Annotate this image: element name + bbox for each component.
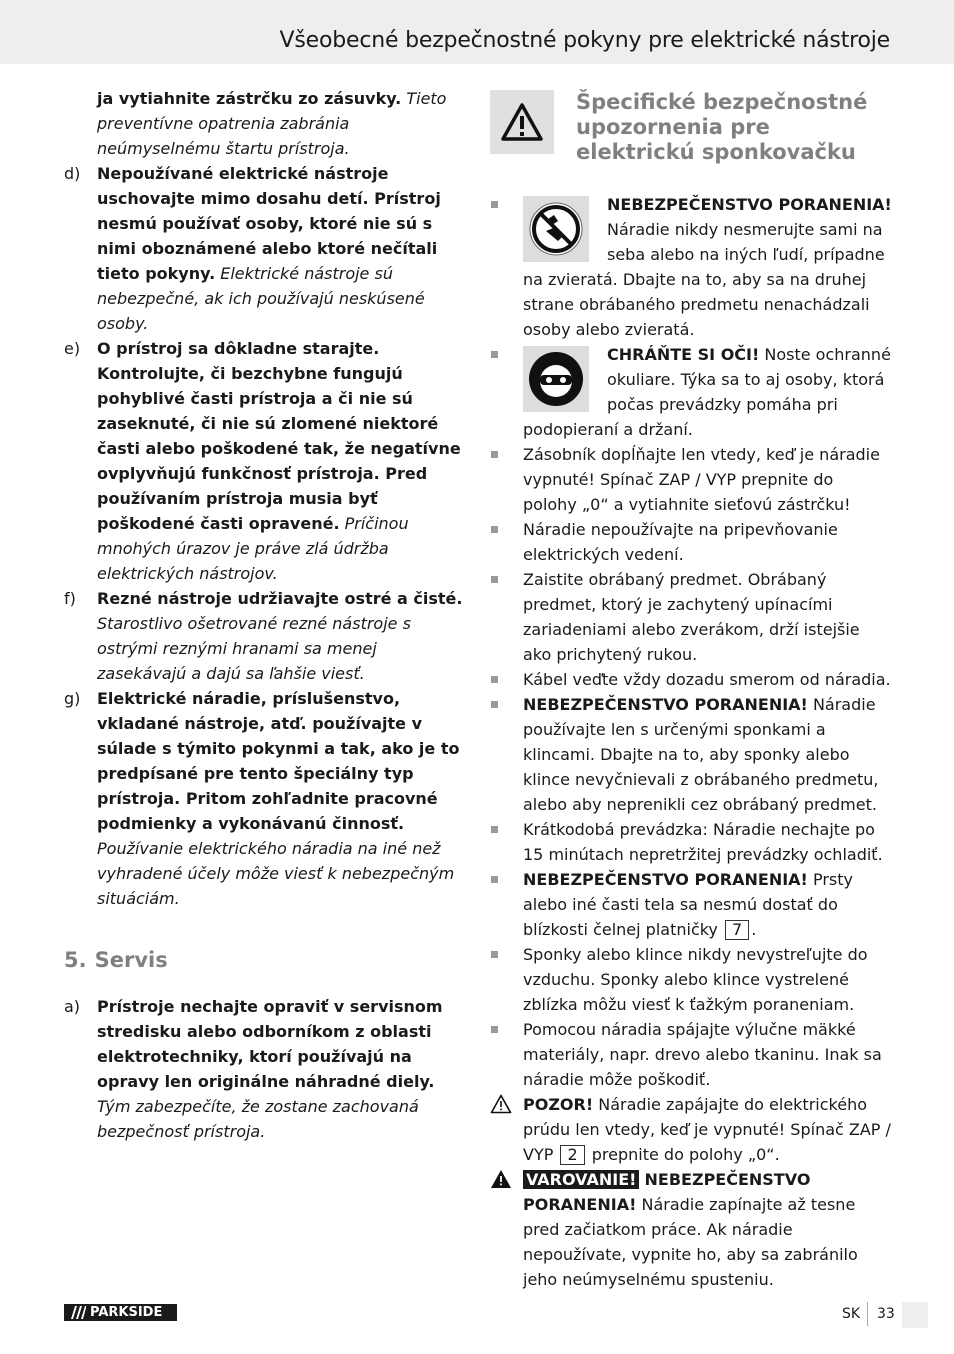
bullet-text: Prsty alebo iné časti tela sa nesmú dostať do blízkosti čelnej platničky: [523, 870, 853, 939]
list-item-e: [64, 336, 464, 586]
caution-paragraph: [490, 1092, 892, 1167]
item-italic: Používanie elektrického náradia na iné než vyhradené účely môže viesť k nebezpečným situáciám.: [97, 839, 455, 908]
bullet-magazine: [490, 442, 892, 517]
item-italic: Starostlivo ošetrované rezné nástroje s ostrými reznými hranami sa menej zasekávajú a dajú sa ľahšie viesť.: [97, 614, 411, 683]
item-bold: Rezné nástroje udržiavajte ostré a čisté.: [97, 589, 463, 608]
bullet-square: [491, 526, 498, 533]
no-pointing-at-people-icon: [523, 196, 589, 262]
left-column: [64, 86, 464, 1144]
bullet-text: Noste ochranné okuliare. Týka sa to aj osoby, ktorá počas prevádzky pomáha pri podopieraní a držaní.: [523, 345, 891, 439]
bullet-staples: [490, 692, 892, 817]
bullet-text: Náradie nepoužívajte na pripevňovanie elektrických vedení.: [523, 520, 838, 564]
item-letter: g): [64, 689, 81, 708]
item-bold: Prístroje nechajte opraviť v servisnom stredisku alebo odborníkom z oblasti elektrotechniky, ktorí používajú na opravy len originálne náhradné diely.: [97, 997, 443, 1091]
eye-protection-icon: [523, 346, 589, 412]
bullet-bold: NEBEZPEČENSTVO PORANENIA!: [523, 695, 808, 714]
bullet-soft-materials: [490, 1017, 892, 1092]
caution-tail: prepnite do polohy „0“.: [591, 1145, 780, 1164]
footer-decor-box: [902, 1302, 928, 1328]
bullet-cable-routing: [490, 667, 892, 692]
item-letter: f): [64, 589, 76, 608]
section-title: Servis: [94, 948, 168, 972]
bullet-text: Zásobník dopĺňajte len vtedy, keď je náradie vypnuté! Spínač ZAP / VYP prepnite do polohy „0“ a vytiahnite sieťovú zástrčku!: [523, 445, 880, 514]
warning-filled-triangle-icon: [490, 1169, 512, 1196]
item-bold: Nepoužívané elektrické nástroje uschovajte mimo dosahu detí. Prístroj nesmú používať osoby, ktoré nie sú s nimi oboznámené alebo ktoré nečítali tieto pokyny.: [97, 164, 441, 283]
intro-bold: ja vytiahnite zástrčku zo zásuvky.: [97, 89, 402, 108]
bullet-square: [491, 676, 498, 683]
part-reference-7: 7: [725, 920, 749, 940]
warning-title: Špecifické bezpečnostné upozornenia pre elektrickú sponkovačku: [576, 90, 868, 164]
page-number: 33: [877, 1306, 895, 1322]
item-bold: Elektrické náradie, príslušenstvo, vkladané nástroje, atď. používajte v súlade s týmito pokynmi a tak, ako je to predpísané pre tento špeciálny typ prístroja. Pritom zohľadnite pracovné podmienky a vykonávanú činnosť.: [97, 689, 460, 833]
caution-outline-triangle-icon: [490, 1094, 512, 1121]
bullet-text: Náradie nikdy nesmerujte sami na seba alebo na iných ľudí, prípadne na zvieratá. Dbajte na to, aby sa na druhej strane obrábaného predmetu nenachádzali osoby alebo zvieratá.: [523, 220, 885, 339]
warning-paragraph: [490, 1167, 892, 1292]
item-bold: O prístroj sa dôkladne starajte. Kontrolujte, či bezchybne fungujú pohyblivé časti prístroja a či nie sú zaseknuté, či nie sú zlomené niektoré časti alebo poškodené tak, že negatívne ovplyvňujú funkčnosť prístroja. Pred používaním prístroja musia byť poškodené časti opravené.: [97, 339, 461, 533]
item-italic: Tým zabezpečíte, že zostane zachovaná bezpečnosť prístroja.: [97, 1097, 419, 1141]
logo-stripes-icon: [68, 1306, 86, 1319]
bullet-square: [491, 701, 498, 708]
bullet-square: [491, 451, 498, 458]
bullet-square: [491, 951, 498, 958]
page-header-title: Všeobecné bezpečnostné pokyny pre elektrické nástroje: [279, 28, 890, 53]
warning-heading: [490, 90, 892, 165]
warning-text: Náradie zapínajte až tesne pred začiatkom práce. Ak náradie nepoužívate, vypnite ho, aby sa zabránilo jeho neúmyselnému spusteniu.: [523, 1195, 858, 1289]
section-number: 5.: [64, 948, 87, 972]
bullet-square: [491, 1026, 498, 1033]
list-item-d: [64, 161, 464, 336]
bullet-injury-direction: [490, 192, 892, 342]
intro-italic: Tieto preventívne opatrenia zabránia neúmyselnému štartu prístroja.: [97, 89, 447, 158]
section-heading-servis: [64, 948, 464, 973]
intro-paragraph: [64, 86, 464, 161]
caution-bold: POZOR!: [523, 1095, 594, 1114]
item-italic: Elektrické nástroje sú nebezpečné, ak ich používajú neskúsené osoby.: [97, 264, 425, 333]
bullet-text: Krátkodobá prevádzka: Náradie nechajte po 15 minútach nepretržitej prevádzky ochladiť.: [523, 820, 883, 864]
bullet-no-air-shooting: [490, 942, 892, 1017]
list-item-service-a: [64, 994, 464, 1144]
header-bar: [0, 0, 954, 64]
bullet-fingers: NEBEZPEČENSTVO PORANENIA! Prsty alebo iné časti tela sa nesmú dostať do blízkosti čelnej platničky 7 .: [490, 867, 892, 942]
logo-text: PARKSIDE: [90, 1305, 163, 1320]
bullet-text: Náradie používajte len s určenými sponkami a klincami. Dbajte na to, aby sponky alebo klince nevyčnievali z obrábaného predmetu, alebo aby neprenikli cez obrábaný predmet.: [523, 695, 879, 814]
item-letter: d): [64, 164, 81, 183]
bullet-bold: NEBEZPEČENSTVO PORANENIA!: [607, 195, 892, 214]
warning-bold: NEBEZPEČENSTVO PORANENIA!: [523, 1170, 811, 1214]
bullet-square: [491, 876, 498, 883]
bullet-square: [491, 576, 498, 583]
bullet-text: Zaistite obrábaný predmet. Obrábaný predmet, ktorý je zachytený upínacími zariadeniami alebo zverákom, drží istejšie ako prichytený rukou.: [523, 570, 860, 664]
parkside-logo: [64, 1304, 177, 1321]
bullet-bold: NEBEZPEČENSTVO PORANENIA!: [523, 870, 808, 889]
list-item-f: [64, 586, 464, 686]
bullet-protect-eyes: [490, 342, 892, 442]
language-code: SK: [842, 1306, 861, 1322]
item-letter: a): [64, 997, 81, 1016]
bullet-short-operation: [490, 817, 892, 867]
bullet-square: [491, 201, 498, 208]
bullet-text: Kábel veďte vždy dozadu smerom od náradia.: [523, 670, 891, 689]
bullet-bold: CHRÁŇTE SI OČI!: [607, 345, 760, 364]
bullet-cables: [490, 517, 892, 567]
part-reference-2: 2: [560, 1145, 584, 1165]
footer-divider: [867, 1302, 868, 1326]
item-italic: Príčinou mnohých úrazov je práve zlá údržba elektrických nástrojov.: [97, 514, 409, 583]
bullet-square: [491, 351, 498, 358]
warning-badge: VAROVANIE!: [523, 1170, 639, 1189]
list-item-g: [64, 686, 464, 911]
bullet-text: Sponky alebo klince nikdy nevystreľujte do vzduchu. Sponky alebo klince vystrelené zblízka môžu viesť k ťažkým poraneniam.: [523, 945, 868, 1014]
caution-text: Náradie zapájajte do elektrického prúdu len vtedy, keď je vypnuté! Spínač ZAP / VYP: [523, 1095, 891, 1164]
bullet-square: [491, 826, 498, 833]
right-column: [490, 86, 892, 1292]
bullet-secure-workpiece: [490, 567, 892, 667]
bullet-text: Pomocou náradia spájajte výlučne mäkké materiály, napr. drevo alebo tkaninu. Inak sa náradie môže poškodiť.: [523, 1020, 882, 1089]
item-letter: e): [64, 339, 81, 358]
warning-triangle-icon: [490, 90, 554, 154]
